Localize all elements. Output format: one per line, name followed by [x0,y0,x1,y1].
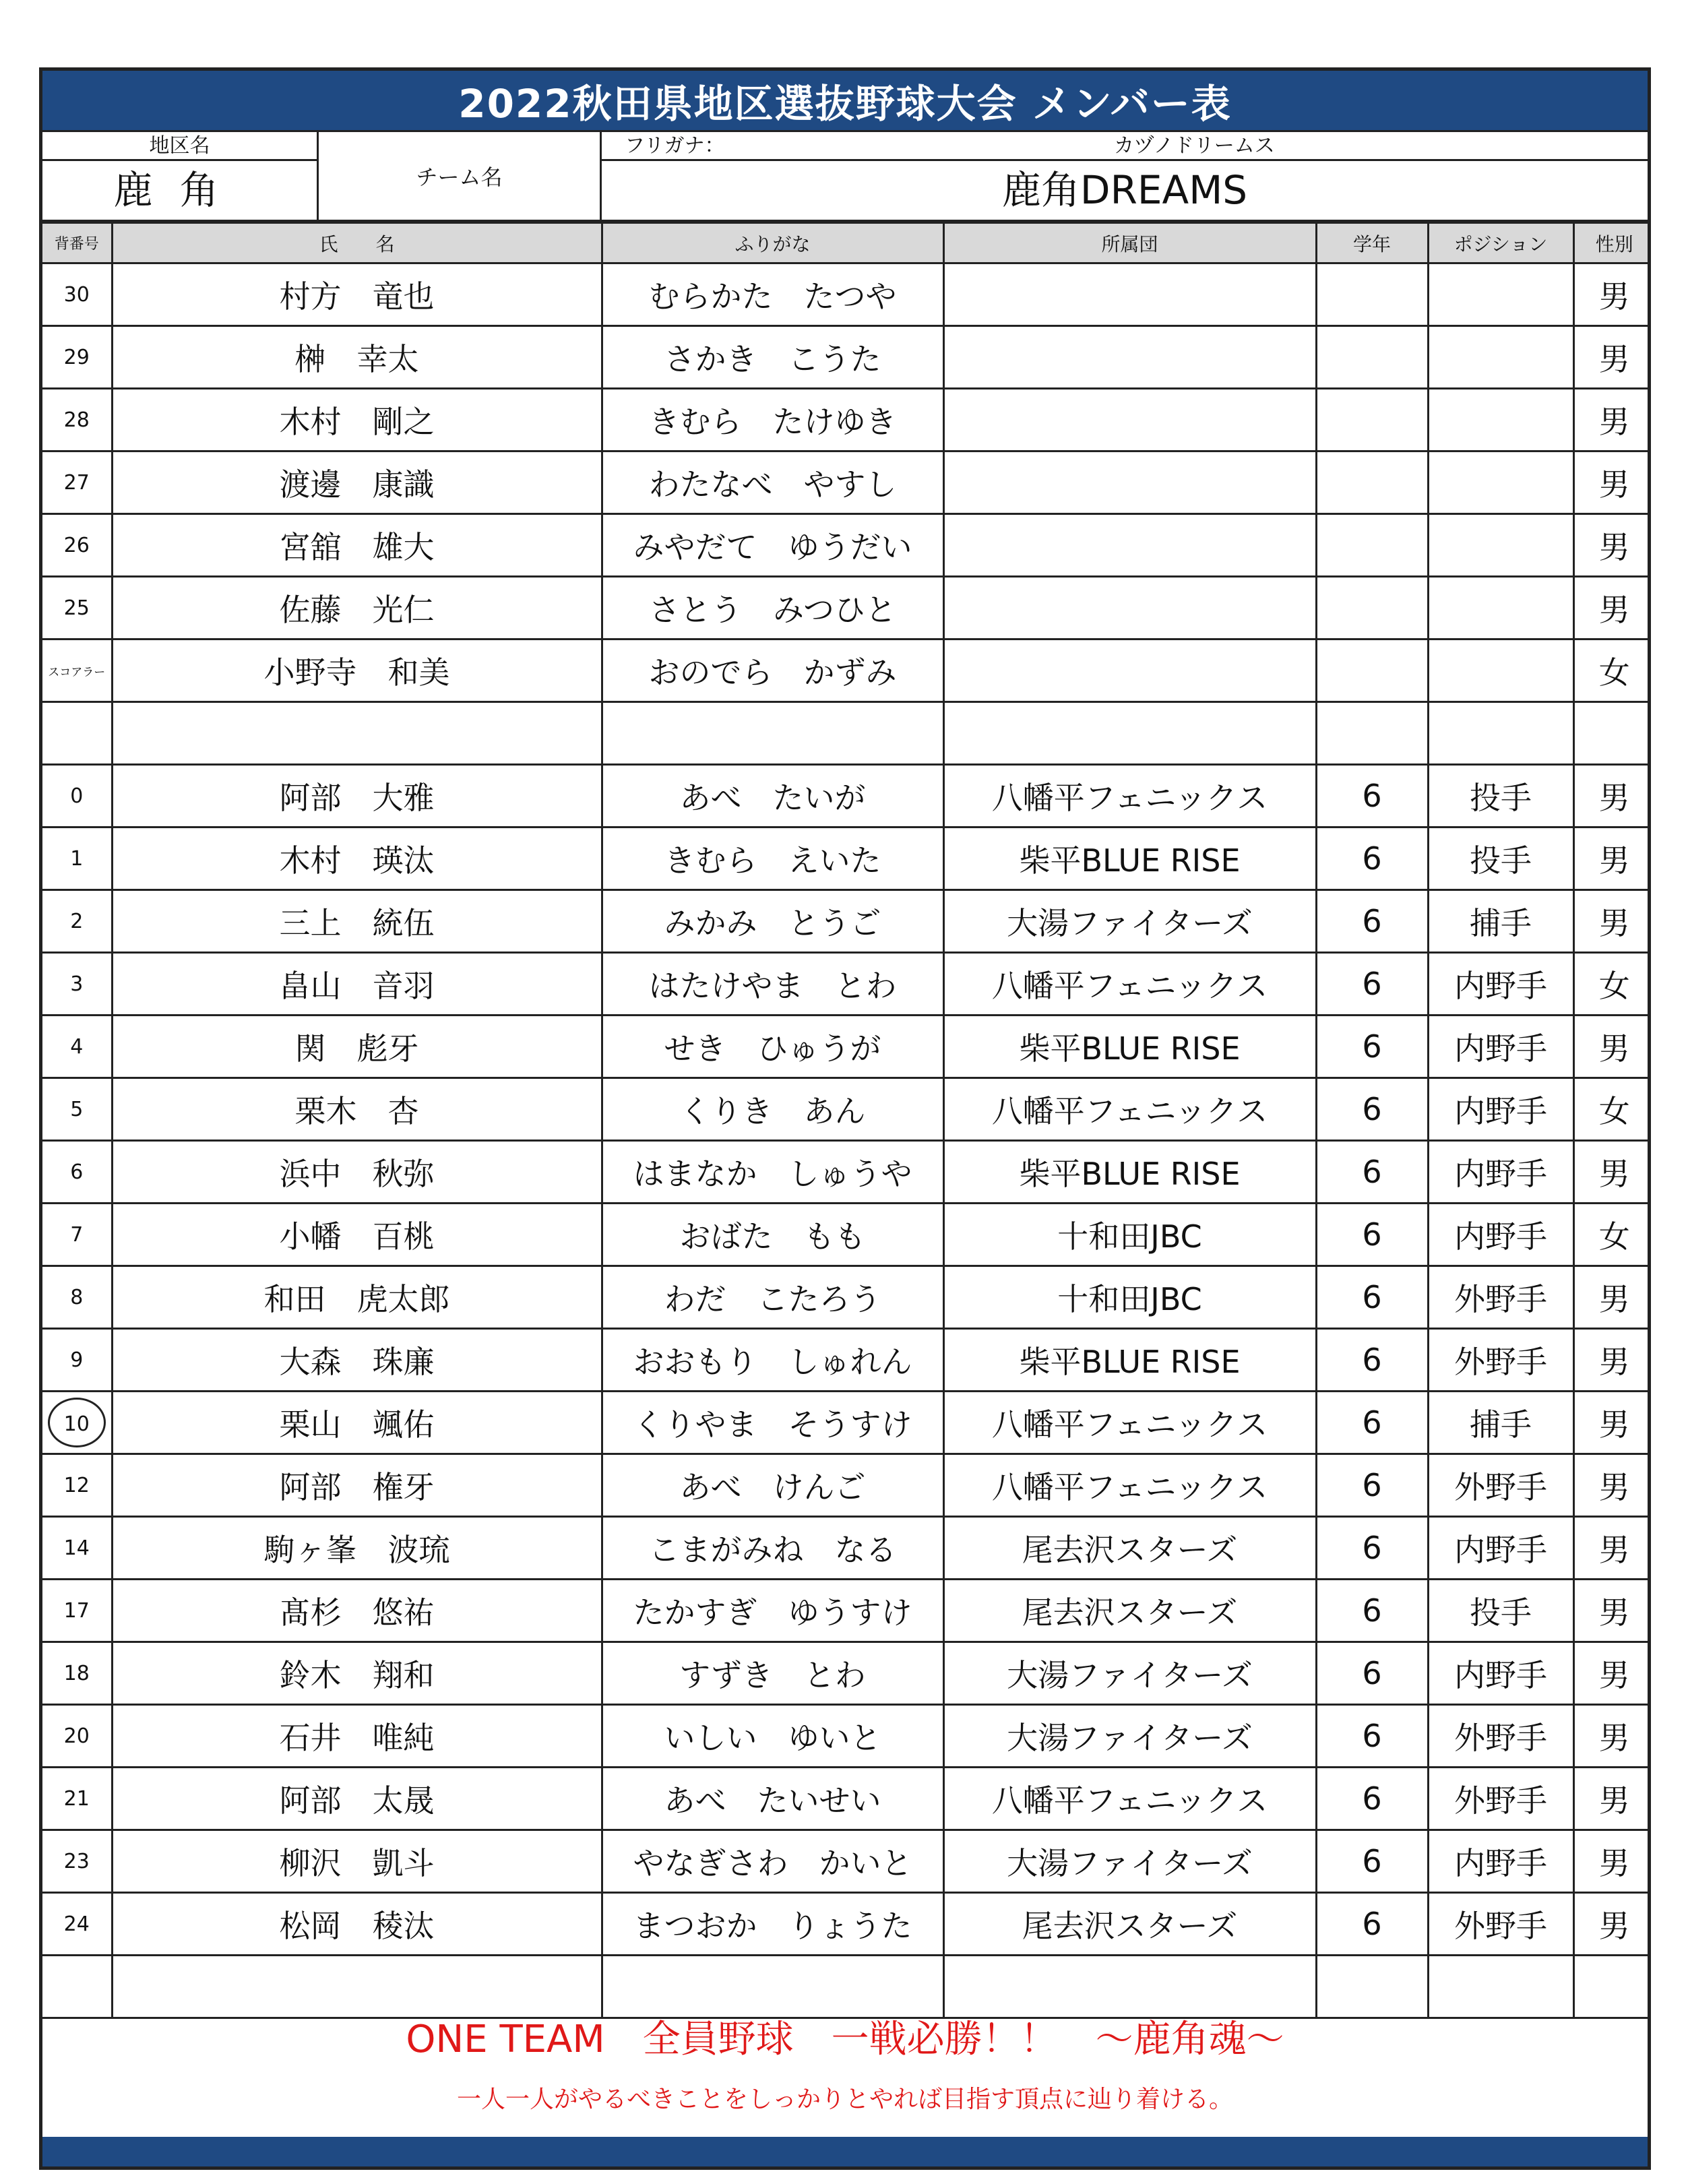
cell-sex: 男 [1573,1141,1651,1204]
cell-sex: 女 [1573,1204,1651,1266]
cell-position: 内野手 [1428,1204,1573,1266]
cell-grade [1316,389,1428,451]
cell-sex: 男 [1573,1016,1651,1078]
member-sheet [39,67,1651,2170]
cell-position: 内野手 [1428,1517,1573,1580]
cell-sex: 女 [1573,953,1651,1016]
cell-club: 十和田JBC [943,1266,1316,1329]
cell-kana: せき ひゅうが [602,1016,943,1078]
cell-no: 25 [42,577,112,639]
cell-name: 栗山 颯佑 [112,1392,602,1454]
furigana-value: カヅノドリームス [1114,134,1275,158]
furigana-label: フリガナ： [625,134,725,158]
table-row [42,1392,1651,1454]
cell-club [943,389,1316,451]
cell-name: 柳沢 凱斗 [112,1830,602,1893]
cell-grade [1316,451,1428,514]
cell-club [943,514,1316,577]
cell-grade: 6 [1316,1078,1428,1141]
cell-sex: 男 [1573,451,1651,514]
footer [42,2005,1648,2166]
cell-position: 内野手 [1428,1830,1573,1893]
cell-no: 26 [42,514,112,577]
cell-no: 3 [42,953,112,1016]
cell-position: 捕手 [1428,1392,1573,1454]
cell-kana: まつおか りょうた [602,1893,943,1956]
cell-position: 外野手 [1428,1705,1573,1768]
cell-grade: 6 [1316,1830,1428,1893]
cell-club: 八幡平フェニックス [943,1768,1316,1830]
cell-name: 畠山 音羽 [112,953,602,1016]
cell-sex: 女 [1573,639,1651,702]
cell-no: 18 [42,1642,112,1705]
table-row [42,1580,1651,1642]
team-name-cell [602,132,1648,220]
cell-club: 十和田JBC [943,1204,1316,1266]
cell-name: 小幡 百桃 [112,1204,602,1266]
cell-grade [1316,514,1428,577]
cell-kana: おおもり しゅれん [602,1329,943,1392]
cell-kana: あべ たいせい [602,1768,943,1830]
cell-no: 9 [42,1329,112,1392]
column-number: 背番号 [42,223,112,263]
table-row [42,326,1651,389]
cell-club: 八幡平フェニックス [943,1392,1316,1454]
cell-no: 21 [42,1768,112,1830]
cell-sex: 男 [1573,1830,1651,1893]
cell-name [112,702,602,765]
cell-name: 榊 幸太 [112,326,602,389]
cell-club: 尾去沢スターズ [943,1517,1316,1580]
cell-club: 八幡平フェニックス [943,765,1316,828]
table-row [42,389,1651,451]
cell-kana: きむら えいた [602,828,943,890]
cell-name: 栗木 杏 [112,1078,602,1141]
cell-kana: むらかた たつや [602,263,943,326]
cell-grade: 6 [1316,765,1428,828]
cell-position [1428,326,1573,389]
cell-club: 大湯ファイターズ [943,1830,1316,1893]
cell-kana: くりやま そうすけ [602,1392,943,1454]
district-value: 鹿角 [113,167,246,213]
cell-sex: 男 [1573,1893,1651,1956]
roster-header [42,223,1651,263]
cell-grade [1316,639,1428,702]
cell-grade: 6 [1316,953,1428,1016]
cell-name: 関 彪牙 [112,1016,602,1078]
cell-no: 5 [42,1078,112,1141]
cell-club [943,639,1316,702]
cell-sex: 男 [1573,263,1651,326]
cell-no: 20 [42,1705,112,1768]
cell-kana [602,702,943,765]
cell-name: 木村 剛之 [112,389,602,451]
cell-grade: 6 [1316,1016,1428,1078]
cell-club [943,326,1316,389]
cell-no: 17 [42,1580,112,1642]
cell-kana: おのでら かずみ [602,639,943,702]
table-row [42,1141,1651,1204]
cell-position: 内野手 [1428,1141,1573,1204]
cell-name: 渡邊 康識 [112,451,602,514]
cell-grade [1316,702,1428,765]
table-row [42,1266,1651,1329]
cell-grade: 6 [1316,1204,1428,1266]
cell-name: 阿部 太晟 [112,1768,602,1830]
cell-sex: 男 [1573,1705,1651,1768]
cell-no: 6 [42,1141,112,1204]
cell-grade: 6 [1316,1329,1428,1392]
cell-sex: 男 [1573,1580,1651,1642]
cell-no: 27 [42,451,112,514]
bottom-bar [42,2137,1648,2166]
cell-position: 外野手 [1428,1454,1573,1517]
cell-grade: 6 [1316,890,1428,953]
cell-sex: 男 [1573,828,1651,890]
cell-no: 30 [42,263,112,326]
table-row [42,639,1651,702]
team-label: チーム名 [416,164,503,190]
cell-no: 23 [42,1830,112,1893]
cell-kana: はまなか しゅうや [602,1141,943,1204]
cell-position [1428,451,1573,514]
cell-grade: 6 [1316,1642,1428,1705]
cell-club: 尾去沢スターズ [943,1580,1316,1642]
cell-grade: 6 [1316,1454,1428,1517]
table-row [42,953,1651,1016]
cell-name: 宮舘 雄大 [112,514,602,577]
cell-grade: 6 [1316,1392,1428,1454]
cell-no: 12 [42,1454,112,1517]
cell-name: 和田 虎太郎 [112,1266,602,1329]
team-message: 一人一人がやるべきことをしっかりとやれば目指す頂点に辿り着ける。 [456,2086,1233,2113]
cell-kana: わだ こたろう [602,1266,943,1329]
cell-name: 髙杉 悠祐 [112,1580,602,1642]
cell-club: 八幡平フェニックス [943,1078,1316,1141]
cell-sex: 男 [1573,1642,1651,1705]
roster-body [42,263,1651,2018]
cell-no: 1 [42,828,112,890]
cell-kana: さとう みつひと [602,577,943,639]
cell-sex: 男 [1573,389,1651,451]
cell-kana: あべ けんご [602,1454,943,1517]
cell-no: 4 [42,1016,112,1078]
district-label: 地区名 [42,132,317,161]
cell-club [943,577,1316,639]
table-row [42,828,1651,890]
cell-no [42,1392,112,1454]
cell-position [1428,639,1573,702]
table-row [42,1329,1651,1392]
table-row [42,577,1651,639]
roster-table [42,222,1651,2019]
cell-club: 柴平BLUE RISE [943,828,1316,890]
cell-club [943,702,1316,765]
cell-position [1428,577,1573,639]
furigana-row [602,132,1648,161]
cell-position [1428,389,1573,451]
cell-sex: 男 [1573,890,1651,953]
cell-name: 木村 瑛汰 [112,828,602,890]
cell-name: 村方 竜也 [112,263,602,326]
cell-position: 外野手 [1428,1893,1573,1956]
cell-club [943,263,1316,326]
cell-kana: すずき とわ [602,1642,943,1705]
cell-position [1428,702,1573,765]
cell-kana: きむら たけゆき [602,389,943,451]
cell-kana: おばた もも [602,1204,943,1266]
cell-no: 14 [42,1517,112,1580]
team-info [42,132,1648,222]
sheet-title: 2022秋田県地区選抜野球大会 メンバー表 [42,71,1648,132]
cell-position [1428,514,1573,577]
cell-grade: 6 [1316,828,1428,890]
cell-sex: 男 [1573,1517,1651,1580]
cell-position: 投手 [1428,1580,1573,1642]
cell-club: 大湯ファイターズ [943,890,1316,953]
column-kana: ふりがな [602,223,943,263]
team-name: 鹿角DREAMS [1001,167,1248,213]
cell-kana: あべ たいが [602,765,943,828]
table-row [42,514,1651,577]
cell-kana: さかき こうた [602,326,943,389]
cell-grade [1316,326,1428,389]
cell-club [943,451,1316,514]
captain-number: 10 [48,1398,106,1447]
cell-no: 29 [42,326,112,389]
cell-name: 阿部 権牙 [112,1454,602,1517]
table-row [42,765,1651,828]
table-row [42,1078,1651,1141]
column-position: ポジション [1428,223,1573,263]
cell-kana: わたなべ やすし [602,451,943,514]
cell-position: 内野手 [1428,953,1573,1016]
cell-kana: みやだて ゆうだい [602,514,943,577]
cell-sex: 男 [1573,1454,1651,1517]
cell-kana: はたけやま とわ [602,953,943,1016]
cell-position: 内野手 [1428,1642,1573,1705]
cell-grade: 6 [1316,1266,1428,1329]
cell-kana: こまがみね なる [602,1517,943,1580]
cell-club: 八幡平フェニックス [943,1454,1316,1517]
cell-sex [1573,702,1651,765]
cell-grade: 6 [1316,1141,1428,1204]
table-row [42,1705,1651,1768]
cell-no: 24 [42,1893,112,1956]
cell-club: 大湯ファイターズ [943,1705,1316,1768]
cell-name: 大森 珠廉 [112,1329,602,1392]
cell-grade [1316,263,1428,326]
table-row [42,1454,1651,1517]
district-cell [42,132,319,220]
cell-kana: たかすぎ ゆうすけ [602,1580,943,1642]
cell-sex: 男 [1573,1266,1651,1329]
cell-position: 内野手 [1428,1016,1573,1078]
cell-name: 駒ヶ峯 波琉 [112,1517,602,1580]
cell-grade [1316,577,1428,639]
cell-position: 外野手 [1428,1266,1573,1329]
cell-kana: くりき あん [602,1078,943,1141]
table-row [42,1830,1651,1893]
cell-name: 佐藤 光仁 [112,577,602,639]
cell-kana: やなぎさわ かいと [602,1830,943,1893]
cell-grade: 6 [1316,1893,1428,1956]
cell-position [1428,263,1573,326]
cell-no [42,702,112,765]
column-sex: 性別 [1573,223,1651,263]
cell-position: 外野手 [1428,1768,1573,1830]
cell-club: 大湯ファイターズ [943,1642,1316,1705]
column-name: 氏 名 [112,223,602,263]
cell-club: 柴平BLUE RISE [943,1329,1316,1392]
cell-sex: 男 [1573,765,1651,828]
cell-no: 0 [42,765,112,828]
table-row [42,1768,1651,1830]
cell-sex: 男 [1573,1768,1651,1830]
table-row [42,1893,1651,1956]
cell-no: 8 [42,1266,112,1329]
cell-name: 小野寺 和美 [112,639,602,702]
table-row [42,1204,1651,1266]
table-row [42,1016,1651,1078]
cell-name: 鈴木 翔和 [112,1642,602,1705]
cell-club: 柴平BLUE RISE [943,1141,1316,1204]
cell-position: 投手 [1428,765,1573,828]
cell-name: 松岡 稜汰 [112,1893,602,1956]
cell-name: 石井 唯純 [112,1705,602,1768]
cell-club: 柴平BLUE RISE [943,1016,1316,1078]
cell-sex: 男 [1573,1329,1651,1392]
cell-no: 28 [42,389,112,451]
cell-sex: 女 [1573,1078,1651,1141]
column-grade: 学年 [1316,223,1428,263]
cell-position: 捕手 [1428,890,1573,953]
table-row [42,1517,1651,1580]
table-row [42,451,1651,514]
table-row [42,890,1651,953]
cell-no: 2 [42,890,112,953]
cell-sex: 男 [1573,577,1651,639]
cell-grade: 6 [1316,1580,1428,1642]
cell-name: 三上 統伍 [112,890,602,953]
cell-position: 投手 [1428,828,1573,890]
cell-sex: 男 [1573,514,1651,577]
cell-kana: みかみ とうご [602,890,943,953]
team-label-cell [319,132,602,220]
cell-position: 外野手 [1428,1329,1573,1392]
cell-name: 浜中 秋弥 [112,1141,602,1204]
cell-grade: 6 [1316,1517,1428,1580]
cell-sex: 男 [1573,326,1651,389]
cell-kana: いしい ゆいと [602,1705,943,1768]
table-row [42,702,1651,765]
cell-no: スコアラー [42,639,112,702]
cell-no: 7 [42,1204,112,1266]
cell-grade: 6 [1316,1705,1428,1768]
column-club: 所属団 [943,223,1316,263]
cell-grade: 6 [1316,1768,1428,1830]
cell-name: 阿部 大雅 [112,765,602,828]
cell-club: 尾去沢スターズ [943,1893,1316,1956]
team-slogan: ONE TEAM 全員野球 一戦必勝！！ ～鹿角魂～ [406,2018,1284,2061]
cell-position: 内野手 [1428,1078,1573,1141]
table-row [42,1642,1651,1705]
table-row [42,263,1651,326]
cell-club: 八幡平フェニックス [943,953,1316,1016]
cell-sex: 男 [1573,1392,1651,1454]
